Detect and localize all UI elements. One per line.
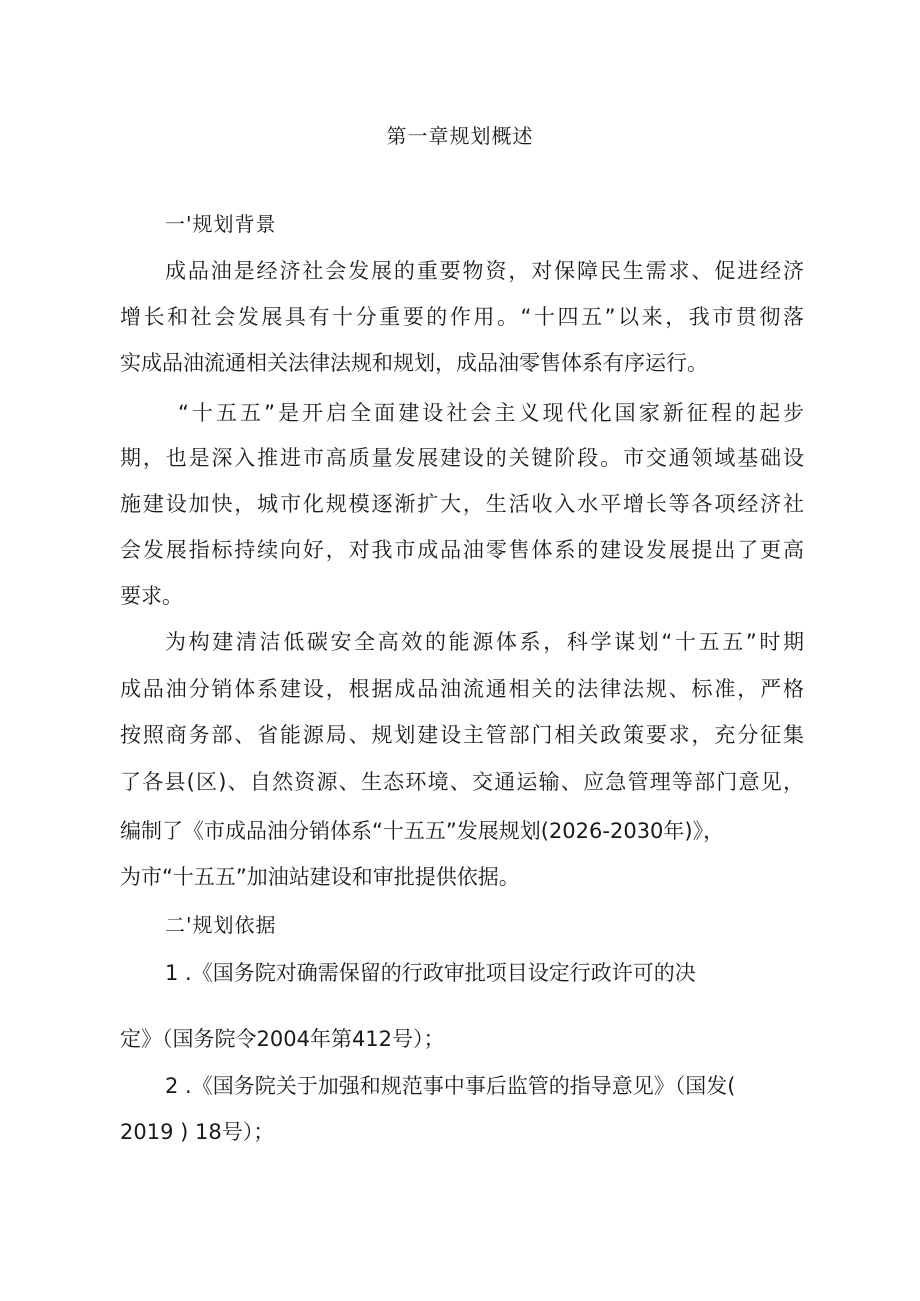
section-heading-background: 一'规划背景 [165,212,277,236]
list-item-line: 1 .《国务院对确需保留的行政审批项目设定行政许可的决 [165,961,696,985]
paragraph-line: 成品油是经济社会发展的重要物资，对保障民生需求、促进经济 [165,259,804,283]
paragraph-line: 为市“十五五”加油站建设和审批提供依据。 [120,865,520,889]
paragraph-line: 会发展指标持续向好，对我市成品油零售体系的建设发展提出了更高 [120,538,804,562]
paragraph-line: 了各县(区)、自然资源、生态环境、交通运输、应急管理等部门意见， [120,770,804,794]
paragraph-line: 实成品油流通相关法律法规和规划，成品油零售体系有序运行。 [120,351,708,375]
paragraph-line: 施建设加快，城市化规模逐渐扩大，生活收入水平增长等各项经济社 [120,492,804,516]
chapter-title: 第一章规划概述 [386,124,534,148]
list-item-line: 2019 ) 18号）； [120,1120,275,1144]
paragraph-line: 为构建清洁低碳安全高效的能源体系，科学谋划“十五五”时期 [165,630,804,654]
list-item-line: 定》（国务院令2004年第412号）； [120,1027,445,1051]
paragraph-line: 成品油分销体系建设，根据成品油流通相关的法律法规、标准，严格 [120,677,804,701]
paragraph-line: 编制了《市成品油分销体系“十五五”发展规划(2026-2030年)》， [120,819,725,843]
paragraph-line: “十五五”是开启全面建设社会主义现代化国家新征程的起步 [178,401,804,425]
paragraph-line: 要求。 [120,584,183,608]
paragraph-line: 按照商务部、省能源局、规划建设主管部门相关政策要求，充分征集 [120,723,804,747]
list-item-line: 2 .《国务院关于加强和规范事中事后监管的指导意见》（国发( [165,1074,736,1098]
paragraph-line: 期，也是深入推进市高质量发展建设的关键阶段。市交通领域基础设 [120,446,804,470]
section-heading-basis: 二'规划依据 [165,913,277,937]
paragraph-line: 增长和社会发展具有十分重要的作用。“十四五”以来，我市贯彻落 [120,305,804,329]
